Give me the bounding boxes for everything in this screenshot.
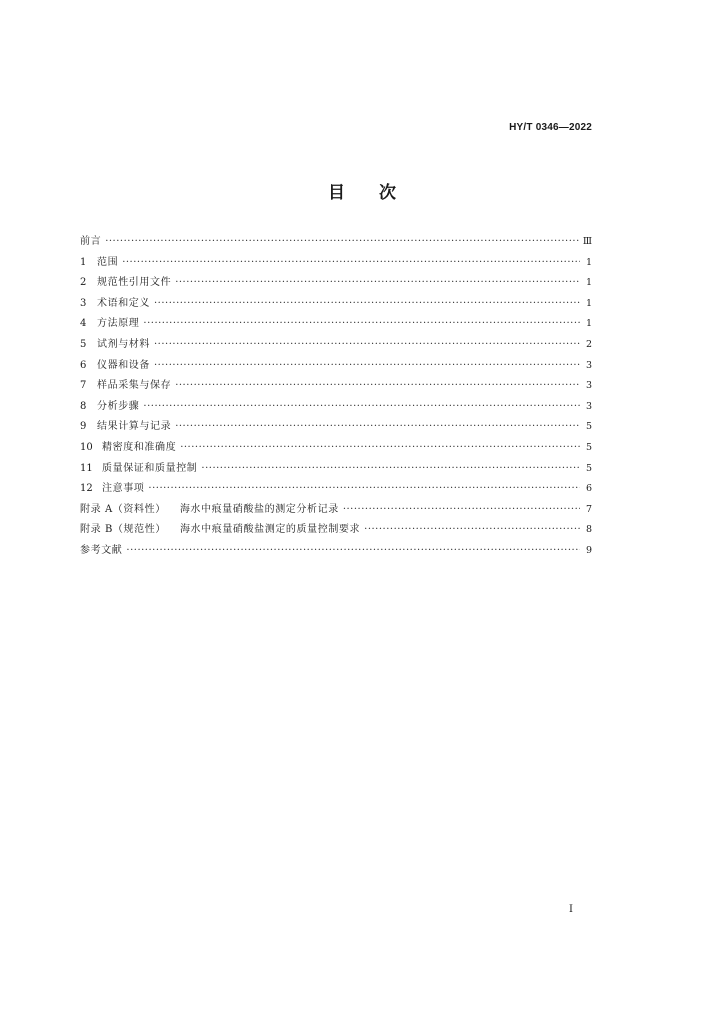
toc-title-char-2: 次	[379, 183, 396, 203]
toc-entry-page: 5	[585, 441, 592, 453]
toc-entry-label: 附录 B（规范性）	[80, 524, 166, 536]
toc-entry-4[interactable]	[80, 314, 592, 335]
toc-entry-number: 8	[80, 400, 87, 412]
toc-leader-dots	[143, 397, 580, 418]
toc-entry-label: 范围	[97, 256, 119, 268]
toc-entry-label: 分析步骤	[97, 400, 140, 412]
toc-entry-page: 1	[585, 277, 592, 289]
toc-leader-dots	[175, 376, 580, 397]
toc-entry-label: 注意事项	[102, 483, 145, 495]
toc-leader-dots	[175, 273, 580, 294]
toc-entry-number: 12	[80, 483, 93, 495]
toc-leader-dots	[122, 253, 580, 274]
toc-entry-8[interactable]	[80, 397, 592, 418]
toc-entry-number: 1	[80, 256, 87, 268]
toc-entry-number: 3	[80, 297, 87, 309]
toc-entry-label: 参考文献	[80, 544, 123, 556]
toc-entry-page: 9	[585, 544, 592, 556]
toc-entry-page: 1	[585, 318, 592, 330]
toc-entry-11[interactable]	[80, 459, 592, 480]
toc-entry-7[interactable]	[80, 376, 592, 397]
toc-entry-appendix-b[interactable]	[80, 520, 592, 541]
toc-entry-3[interactable]	[80, 294, 592, 315]
toc-entry-page: 3	[585, 359, 592, 371]
toc-entry-label: 样品采集与保存	[97, 380, 172, 392]
toc-entry-label: 试剂与材料	[97, 338, 150, 350]
toc-entry-number: 9	[80, 421, 87, 433]
toc-entry-2[interactable]	[80, 273, 592, 294]
toc-entry-6[interactable]	[80, 356, 592, 377]
toc-entry-number: 10	[80, 441, 93, 453]
toc-entry-1[interactable]	[80, 253, 592, 274]
toc-entry-label: 精密度和准确度	[102, 441, 177, 453]
toc-leader-dots	[126, 541, 580, 562]
toc-leader-dots	[154, 294, 580, 315]
toc-entry-page: 3	[585, 400, 592, 412]
toc-entry-label: 规范性引用文件	[97, 277, 172, 289]
toc-title-char-1: 目	[328, 183, 345, 203]
toc-entry-label: 前言	[80, 236, 102, 247]
toc-entry-number: 11	[80, 462, 93, 474]
toc-entry-number: 7	[80, 380, 87, 392]
toc-entry-label: 仪器和设备	[97, 359, 150, 371]
toc-entry-page: 3	[585, 380, 592, 392]
toc-entry-label: 质量保证和质量控制	[102, 462, 198, 474]
toc-entry-page: 6	[585, 483, 592, 495]
toc-leader-dots	[148, 479, 580, 500]
toc-leader-dots	[343, 500, 580, 521]
toc-leader-dots	[180, 438, 580, 459]
document-code: HY/T 0346—2022	[509, 122, 592, 133]
toc-entry-number: 2	[80, 277, 87, 289]
toc-entry-12[interactable]	[80, 479, 592, 500]
toc-entry-subtitle: 海水中痕量硝酸盐测定的质量控制要求	[179, 524, 361, 536]
toc-title	[0, 178, 724, 203]
toc-entry-bibliography[interactable]	[80, 541, 592, 562]
toc-entry-subtitle: 海水中痕量硝酸盐的测定分析记录	[179, 503, 339, 515]
toc-leader-dots	[364, 520, 580, 541]
toc-entry-label: 附录 A（资料性）	[80, 503, 166, 515]
table-of-contents	[80, 232, 592, 562]
toc-entry-foreword[interactable]	[80, 232, 592, 253]
toc-entry-5[interactable]	[80, 335, 592, 356]
toc-entry-9[interactable]	[80, 417, 592, 438]
toc-entry-page: 5	[585, 462, 592, 474]
toc-entry-page: 8	[585, 524, 592, 536]
toc-entry-label: 结果计算与记录	[97, 421, 172, 433]
toc-entry-page: 5	[585, 421, 592, 433]
toc-leader-dots	[105, 232, 579, 253]
page-number: I	[569, 904, 573, 915]
toc-entry-number: 6	[80, 359, 87, 371]
toc-leader-dots	[143, 314, 580, 335]
toc-leader-dots	[175, 417, 580, 438]
toc-entry-page: 1	[585, 256, 592, 268]
toc-entry-10[interactable]	[80, 438, 592, 459]
toc-leader-dots	[201, 459, 580, 480]
toc-leader-dots	[154, 335, 580, 356]
toc-leader-dots	[154, 356, 580, 377]
toc-entry-label: 方法原理	[97, 318, 140, 330]
toc-entry-number: 4	[80, 318, 87, 330]
toc-entry-number: 5	[80, 338, 87, 350]
toc-entry-page: Ⅲ	[582, 236, 592, 247]
toc-entry-page: 7	[585, 503, 592, 515]
toc-entry-page: 2	[585, 338, 592, 350]
toc-entry-label: 术语和定义	[97, 297, 150, 309]
toc-entry-appendix-a[interactable]	[80, 500, 592, 521]
toc-entry-page: 1	[585, 297, 592, 309]
